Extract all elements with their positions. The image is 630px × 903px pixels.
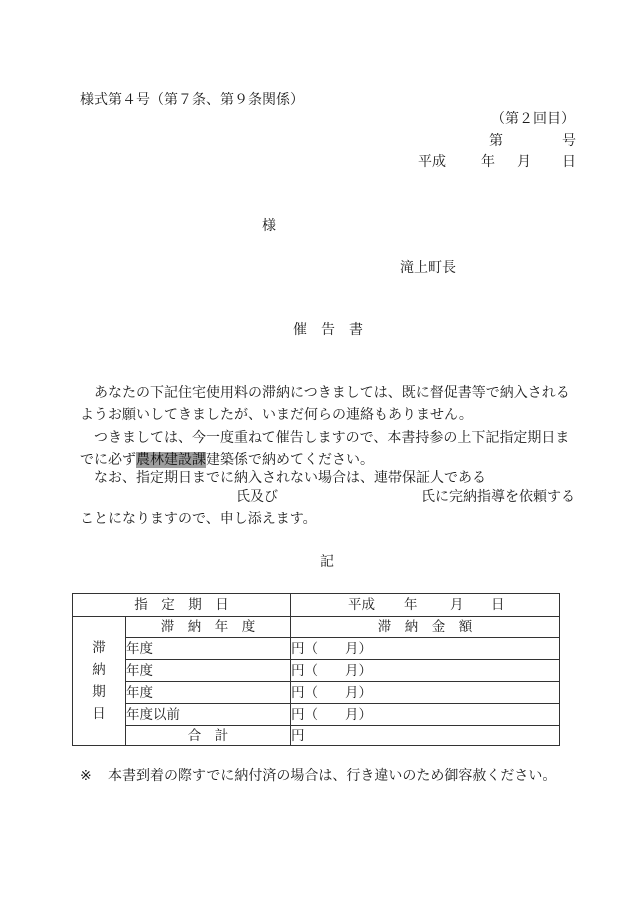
row-year: 年度以前	[126, 704, 291, 726]
number-prefix: 第	[489, 133, 503, 149]
column-header-amount: 滞 納 金 額	[291, 617, 560, 638]
form-id: 様式第４号（第７条、第９条関係）	[80, 92, 304, 108]
table-row	[73, 638, 560, 660]
designated-date-day: 日	[491, 597, 505, 613]
row-year: 年度	[126, 682, 291, 704]
body-p2-line2-pre: でに必ず	[80, 452, 136, 468]
highlighted-department: 農林建設課	[136, 452, 206, 468]
total-amount: 円	[291, 726, 560, 746]
body-p1-line2: ようお願いしてきましたが、いまだ何らの連絡もありません。	[80, 407, 473, 423]
body-p3-line1: なお、指定期日までに納入されない場合は、連帯保証人である	[94, 470, 486, 486]
body-p2-line1: つきましては、今一度重ねて催告しますので、本書持参の上下記指定期日ま	[94, 430, 570, 446]
number-suffix: 号	[562, 133, 576, 149]
ki-heading: 記	[320, 554, 334, 570]
column-header-year: 滞 納 年 度	[126, 617, 291, 638]
row-amount: 円（ 月）	[291, 638, 560, 660]
document-title: 催 告 書	[293, 322, 363, 338]
footnote-text: 本書到着の際すでに納付済の場合は、行き違いのため御容赦ください。	[108, 768, 557, 784]
body-p1-line1: あなたの下記住宅使用料の滞納につきましては、既に督促書等で納入される	[94, 385, 570, 401]
date-day: 日	[562, 154, 576, 170]
body-p2-line2	[80, 452, 374, 468]
row-year: 年度	[126, 638, 291, 660]
body-p3-line3: ことになりますので、申し添えます。	[80, 511, 317, 527]
sender: 滝上町長	[400, 260, 456, 276]
row-amount: 円（ 月）	[291, 682, 560, 704]
body-p3-line2-b: 氏に完納指導を依頼する	[421, 489, 575, 505]
table-row	[73, 704, 560, 726]
date-era: 平成	[418, 154, 446, 170]
designated-date-year: 年	[404, 597, 418, 613]
arrears-side-label: 滞納期日	[92, 640, 106, 722]
row-amount: 円（ 月）	[291, 660, 560, 682]
date-month: 月	[517, 154, 531, 170]
arrears-side-label-cell	[73, 617, 126, 746]
body-p2-line2-post: 建築係で納めてください。	[206, 452, 374, 468]
table-total-row	[73, 726, 560, 746]
designated-date-era: 平成	[348, 597, 375, 613]
row-amount: 円（ 月）	[291, 704, 560, 726]
designated-date-cell	[291, 594, 560, 617]
table-row-designated-date	[73, 594, 560, 617]
table-header-row	[73, 617, 560, 638]
date-year: 年	[481, 154, 495, 170]
designated-date-label: 指 定 期 日	[73, 594, 291, 617]
designated-date-month: 月	[450, 597, 464, 613]
footnote-mark: ※	[80, 768, 92, 784]
table-row	[73, 660, 560, 682]
arrears-table	[72, 593, 560, 746]
notice-round: （第２回目）	[491, 111, 575, 127]
table-row	[73, 682, 560, 704]
row-year: 年度	[126, 660, 291, 682]
total-label: 合 計	[126, 726, 291, 746]
body-p3-line2-a: 氏及び	[236, 489, 278, 505]
addressee-suffix: 様	[262, 218, 276, 234]
